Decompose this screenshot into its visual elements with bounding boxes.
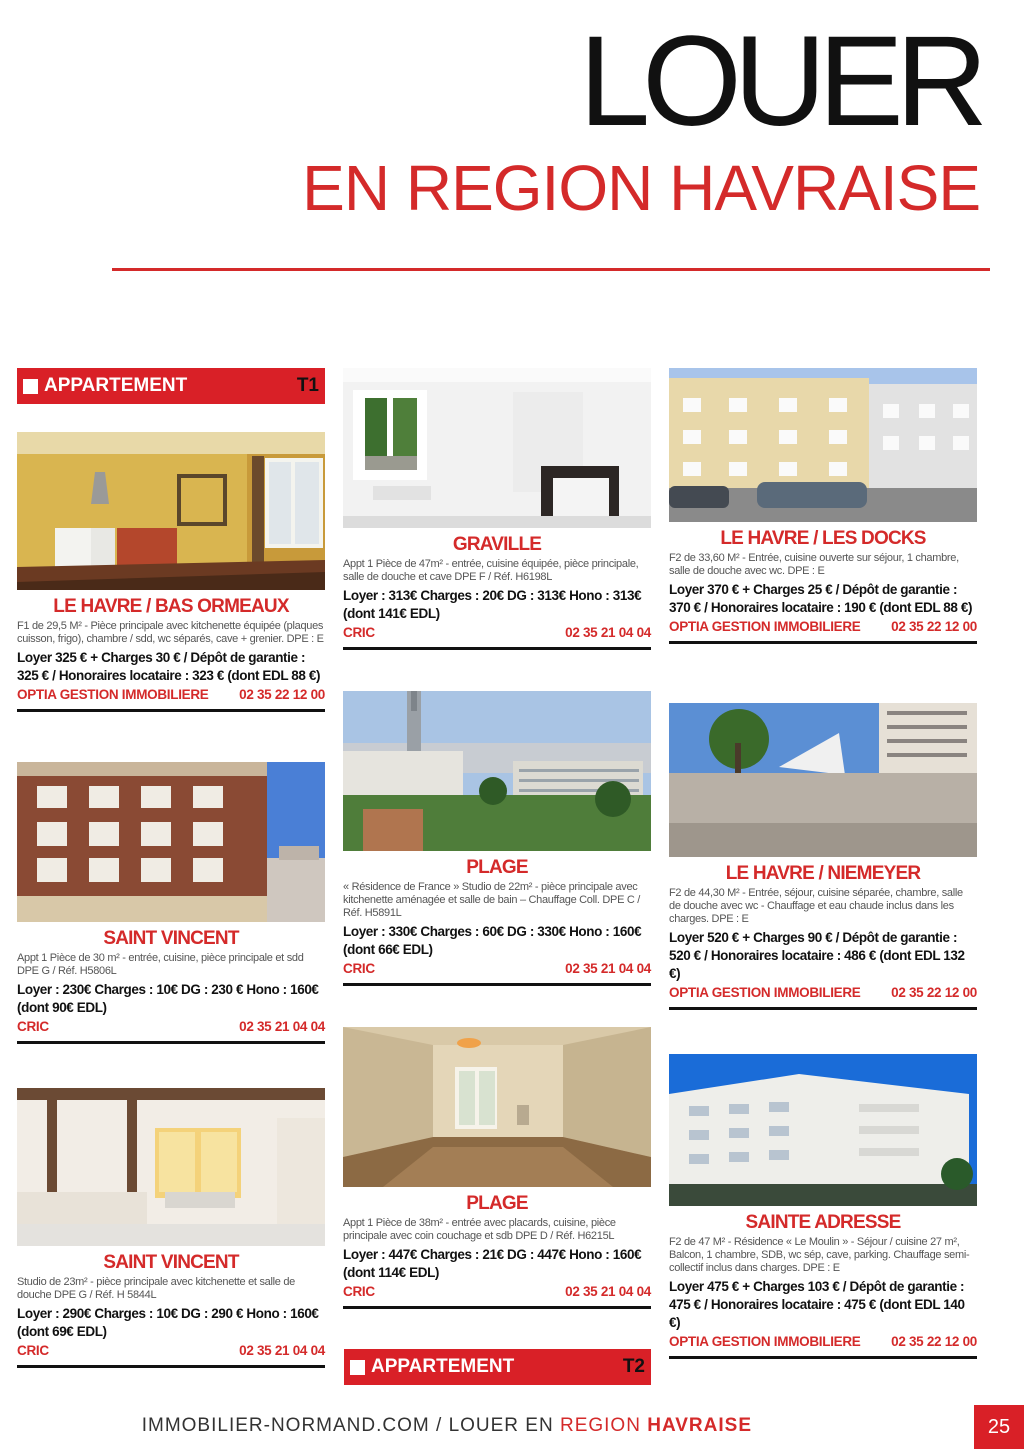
listing-description: F2 de 33,60 M² - Entrée, cuisine ouverte sur séjour, 1 chambre, salle de douche avec wc. DPE : E (669, 552, 959, 577)
footer-separator: / (429, 1415, 449, 1436)
agency-phone[interactable]: 02 35 21 04 04 (565, 625, 651, 640)
listing-description: « Résidence de France » Studio de 22m² - pièce principale avec kitchenette aménagée et salle de bain – Chauffage Coll. DPE C / Réf. H5891L (343, 881, 641, 919)
listing-price: Loyer : 313€ Charges : 20€ DG : 313€ Hono : 313€ (dont 141€ EDL) (343, 588, 642, 621)
listing-city: LE HAVRE / BAS ORMEAUX (53, 596, 289, 617)
listing-price: Loyer 325 € + Charges 30 € / Dépôt de garantie : 325 € / Honoraires locataire : 323 € (dont EDL 88 €) (17, 650, 321, 683)
agency-name: CRIC (17, 1019, 49, 1034)
listing-description: F2 de 47 M² - Résidence « Le Moulin » - Séjour / cuisine 27 m², Balcon, 1 chambre, SDB, wc sép, cave, parking. Chauffage semi-collectif inclus dans charges. DPE : E (669, 1236, 970, 1274)
agency-name: CRIC (17, 1343, 49, 1358)
listing-price: Loyer : 447€ Charges : 21€ DG : 447€ Hono : 160€ (dont 114€ EDL) (343, 1247, 642, 1280)
agency-name: OPTIA GESTION IMMOBILIERE (669, 1334, 861, 1349)
listing-photo (17, 1088, 325, 1246)
agency-name: CRIC (343, 625, 375, 640)
listing-description: Studio de 23m² - pièce principale avec kitchenette et salle de douche DPE G / Réf. H 5844L (17, 1276, 295, 1301)
banner-type: T1 (296, 375, 319, 396)
listing-contact (343, 961, 651, 986)
agency-phone[interactable]: 02 35 21 04 04 (565, 961, 651, 976)
banner-type: T2 (622, 1356, 645, 1377)
listing-city: GRAVILLE (452, 534, 542, 555)
banner-label: APPARTEMENT (371, 1356, 515, 1377)
agency-phone[interactable]: 02 35 21 04 04 (239, 1343, 325, 1358)
agency-name: CRIC (343, 961, 375, 976)
listing-price: Loyer 370 € + Charges 25 € / Dépôt de garantie : 370 € / Honoraires locataire : 190 € (dont EDL 88 €) (669, 582, 973, 615)
listing-description: Appt 1 Pièce de 30 m² - entrée, cuisine, pièce principale et sdd DPE G / Réf. H5806L (17, 952, 304, 977)
listing-contact (343, 1284, 651, 1309)
footer-havraise: HAVRAISE (647, 1415, 752, 1436)
listing-card[interactable] (669, 368, 977, 644)
square-icon (23, 379, 38, 394)
listing-city: PLAGE (466, 857, 528, 878)
listing-contact (669, 619, 977, 644)
listing-description: F1 de 29,5 M² - Pièce principale avec kitchenette équipée (plaques cuisson, frigo), chambre / sdd, wc séparés, cave + grenier. DPE : E (17, 620, 324, 645)
listing-photo (669, 703, 977, 857)
listing-photo (669, 1054, 977, 1206)
listing-card[interactable] (669, 1054, 977, 1359)
listing-city: SAINT VINCENT (103, 1252, 239, 1273)
listing-city: SAINTE ADRESSE (745, 1212, 901, 1233)
listing-photo (343, 691, 651, 851)
listing-price: Loyer : 330€ Charges : 60€ DG : 330€ Hono : 160€ (dont 66€ EDL) (343, 924, 642, 957)
footer-region: REGION (559, 1415, 648, 1436)
listing-photo (669, 368, 977, 522)
listing-city: LE HAVRE / NIEMEYER (725, 863, 921, 884)
listing-photo (343, 1027, 651, 1187)
footer-site[interactable]: IMMOBILIER-NORMAND.COM (141, 1415, 430, 1436)
page-number: 25 (974, 1405, 1024, 1449)
listing-card[interactable] (669, 703, 977, 1010)
listing-contact (17, 1343, 325, 1368)
listing-city: PLAGE (466, 1193, 528, 1214)
listing-price: Loyer : 230€ Charges : 10€ DG : 230 € Hono : 160€ (dont 90€ EDL) (17, 982, 319, 1015)
listing-card[interactable] (343, 1027, 651, 1309)
agency-name: OPTIA GESTION IMMOBILIERE (669, 619, 861, 634)
square-icon (350, 1360, 365, 1375)
page-title: LOUER (579, 10, 980, 153)
listing-photo (17, 762, 325, 922)
footer-louer: LOUER EN (448, 1415, 560, 1436)
category-banner-t1 (17, 368, 325, 404)
agency-phone[interactable]: 02 35 22 12 00 (891, 985, 977, 1000)
listing-description: Appt 1 Pièce de 38m² - entrée avec placards, cuisine, pièce principale avec coin couchage et sdb DPE D / Réf. H6215L (343, 1217, 616, 1242)
agency-name: OPTIA GESTION IMMOBILIERE (17, 687, 209, 702)
category-banner-t2 (344, 1349, 651, 1385)
listing-contact (17, 1019, 325, 1044)
agency-phone[interactable]: 02 35 22 12 00 (239, 687, 325, 702)
listing-description: Appt 1 Pièce de 47m² - entrée, cuisine équipée, pièce principale, salle de douche et cave DPE F / Réf. H6198L (343, 558, 639, 583)
listing-card[interactable] (17, 1088, 325, 1368)
listing-description: F2 de 44,30 M² - Entrée, séjour, cuisine séparée, chambre, salle de douche avec wc - Chauffage et eau chaude inclus dans les charges. DPE : E (669, 887, 963, 925)
banner-label: APPARTEMENT (44, 375, 188, 396)
listing-price: Loyer 520 € + Charges 90 € / Dépôt de garantie : 520 € / Honoraires locataire : 486 € (dont EDL 132 €) (669, 930, 965, 981)
agency-phone[interactable]: 02 35 22 12 00 (891, 619, 977, 634)
listing-card[interactable] (343, 691, 651, 986)
footer-text (142, 1415, 752, 1437)
listing-contact (17, 687, 325, 712)
listing-card[interactable] (17, 432, 325, 712)
page-subtitle: EN REGION HAVRAISE (302, 152, 980, 224)
listing-contact (669, 1334, 977, 1359)
listing-card[interactable] (343, 368, 651, 650)
listing-contact (343, 625, 651, 650)
listing-price: Loyer 475 € + Charges 103 € / Dépôt de garantie : 475 € / Honoraires locataire : 475 € (dont EDL 140 €) (669, 1279, 965, 1330)
agency-phone[interactable]: 02 35 21 04 04 (239, 1019, 325, 1034)
title-divider (112, 268, 990, 271)
agency-name: CRIC (343, 1284, 375, 1299)
listing-city: SAINT VINCENT (103, 928, 239, 949)
listing-card[interactable] (17, 762, 325, 1044)
agency-phone[interactable]: 02 35 21 04 04 (565, 1284, 651, 1299)
listing-contact (669, 985, 977, 1010)
page-footer (0, 1405, 1024, 1449)
agency-name: OPTIA GESTION IMMOBILIERE (669, 985, 861, 1000)
listing-price: Loyer : 290€ Charges : 10€ DG : 290 € Hono : 160€ (dont 69€ EDL) (17, 1306, 319, 1339)
agency-phone[interactable]: 02 35 22 12 00 (891, 1334, 977, 1349)
listing-city: LE HAVRE / LES DOCKS (720, 528, 926, 549)
listing-photo (343, 368, 651, 528)
listing-photo (17, 432, 325, 590)
